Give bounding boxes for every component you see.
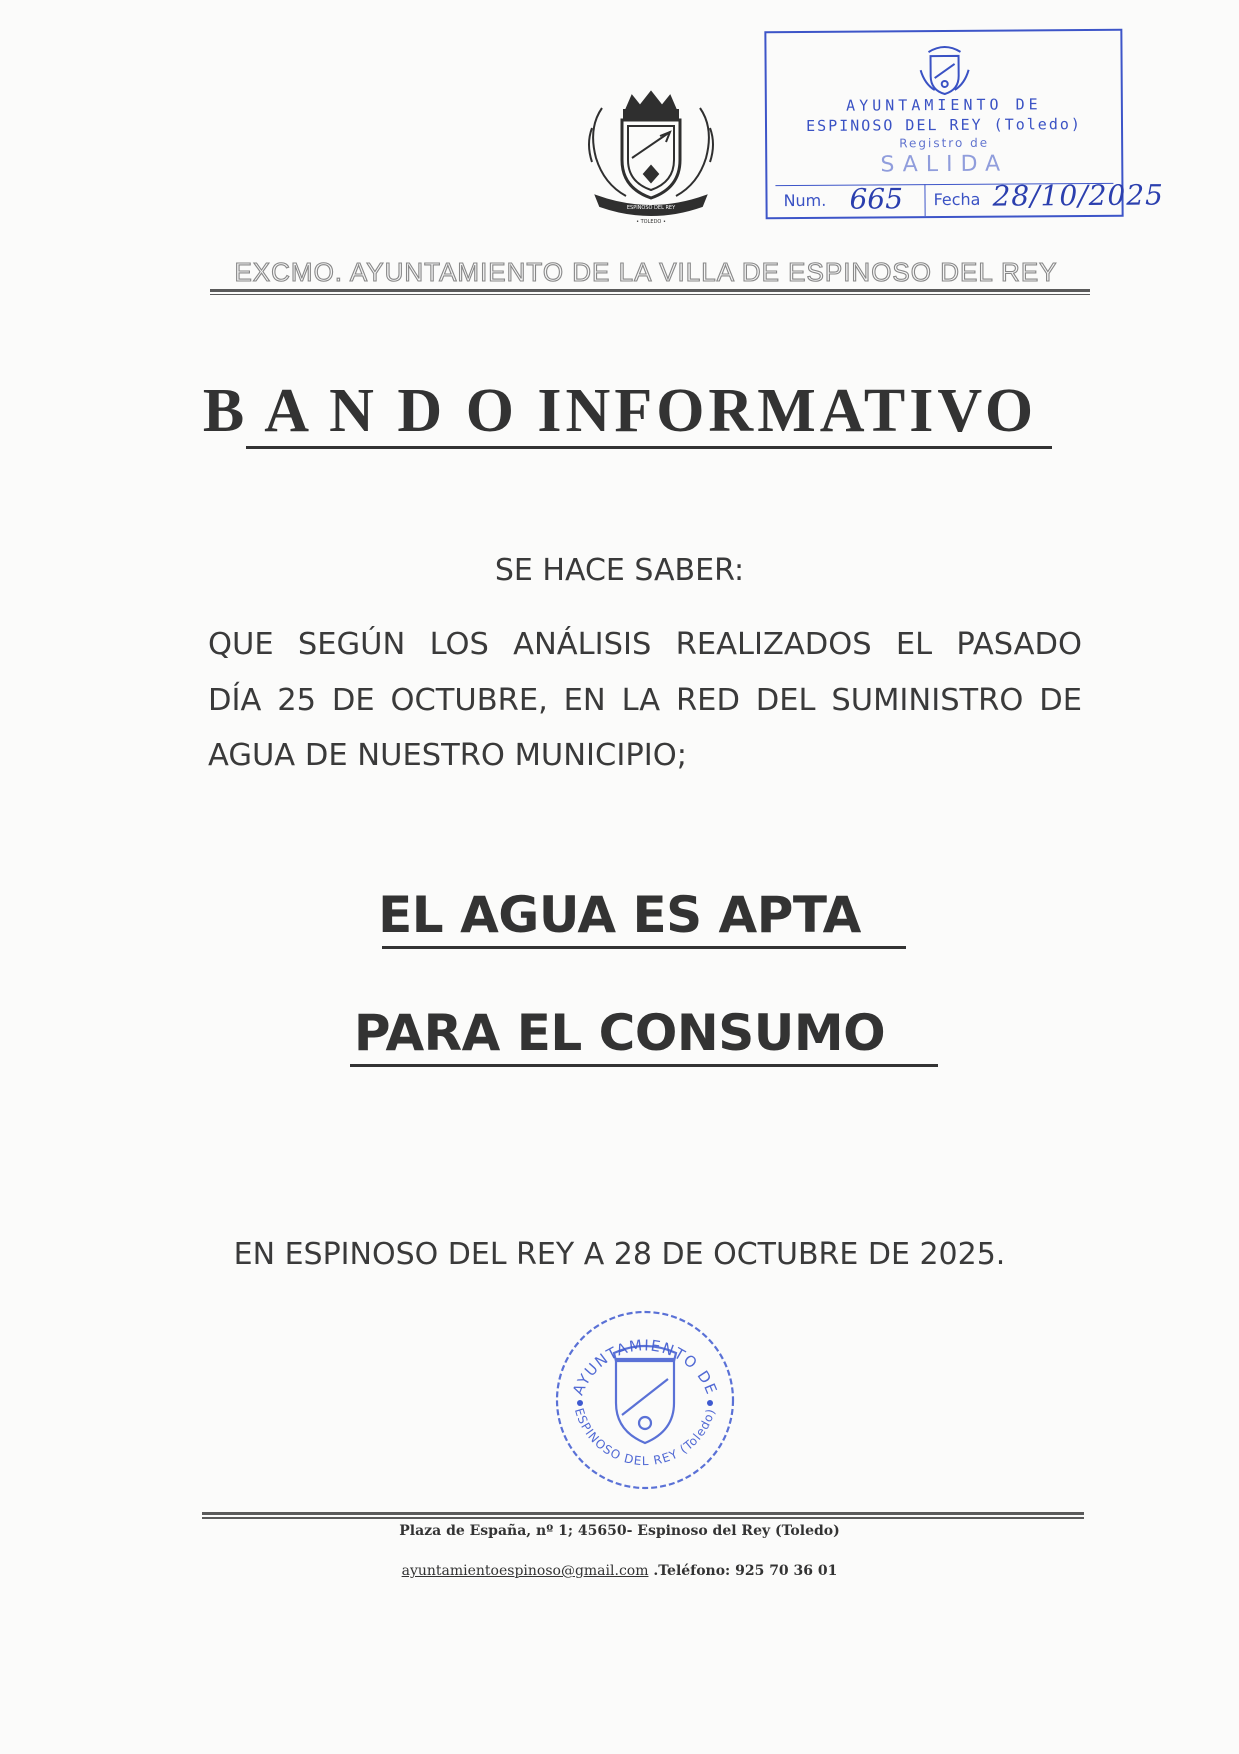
headline-water-fit: EL AGUA ES APTA — [378, 886, 861, 944]
header-rule-thin — [210, 294, 1090, 295]
ribbon-text: ESPINOSO DEL REY — [626, 205, 676, 211]
paragraph-line-3: AGUA DE NUESTRO MUNICIPIO; — [208, 738, 688, 773]
headline-2-underline — [350, 1064, 938, 1067]
stamp-line-2: ESPINOSO DEL REY (Toledo) — [806, 115, 1082, 135]
coat-of-arms-logo — [582, 88, 720, 226]
title-underline — [246, 446, 1052, 449]
stamp-date-label: Fecha — [933, 189, 981, 210]
stamp-vertical-divider — [924, 184, 925, 216]
email-link[interactable]: ayuntamientoespinoso@gmail.com — [401, 1563, 649, 1579]
municipality-header: EXCMO. AYUNTAMIENTO DE LA VILLA DE ESPINOSO DEL REY — [234, 257, 1058, 287]
registry-stamp — [764, 29, 1165, 219]
footer-rule-2 — [202, 1517, 1084, 1519]
header-rule — [210, 289, 1090, 292]
intro-text: SE HACE SABER: — [494, 553, 745, 588]
svg-text:AYUNTAMIENTO DE — [569, 1336, 721, 1398]
footer-address: Plaza de España, nº 1; 45650- Espinoso del Rey (Toledo) — [399, 1523, 840, 1539]
paragraph-line-2: DÍA 25 DE OCTUBRE, EN LA RED DEL SUMINISTRO DE — [208, 683, 1082, 718]
stamp-line-4: SALIDA — [880, 151, 1009, 178]
crest-icon — [916, 40, 972, 98]
stamp-date-value: 28/10/2025 — [992, 178, 1165, 213]
stamp-num-label: Num. — [783, 190, 827, 211]
headline-1-underline — [382, 946, 906, 949]
headline-for-consumption: PARA EL CONSUMO — [353, 1004, 886, 1062]
stamp-num-value: 665 — [849, 182, 904, 216]
svg-text:ESPINOSO DEL REY (Toledo) — [572, 1406, 718, 1468]
seal-bottom-text: ESPINOSO DEL REY (Toledo) — [571, 1406, 719, 1469]
stamp-line-1: AYUNTAMIENTO DE — [846, 95, 1042, 115]
municipal-seal — [550, 1305, 740, 1495]
footer-rule — [202, 1512, 1084, 1515]
phone-text: .Teléfono: 925 70 36 01 — [648, 1563, 838, 1579]
stamp-line-3: Registro de — [899, 135, 990, 151]
coat-caption: • TOLEDO • — [636, 219, 666, 225]
footer-contact — [0, 1563, 1239, 1579]
paragraph-line-1: QUE SEGÚN LOS ANÁLISIS REALIZADOS EL PASADO — [208, 627, 1082, 662]
seal-top-text: AYUNTAMIENTO DE — [568, 1336, 722, 1398]
place-and-date: EN ESPINOSO DEL REY A 28 DE OCTUBRE DE 2025. — [233, 1237, 1006, 1272]
document-title: B A N D O INFORMATIVO — [202, 377, 1038, 445]
